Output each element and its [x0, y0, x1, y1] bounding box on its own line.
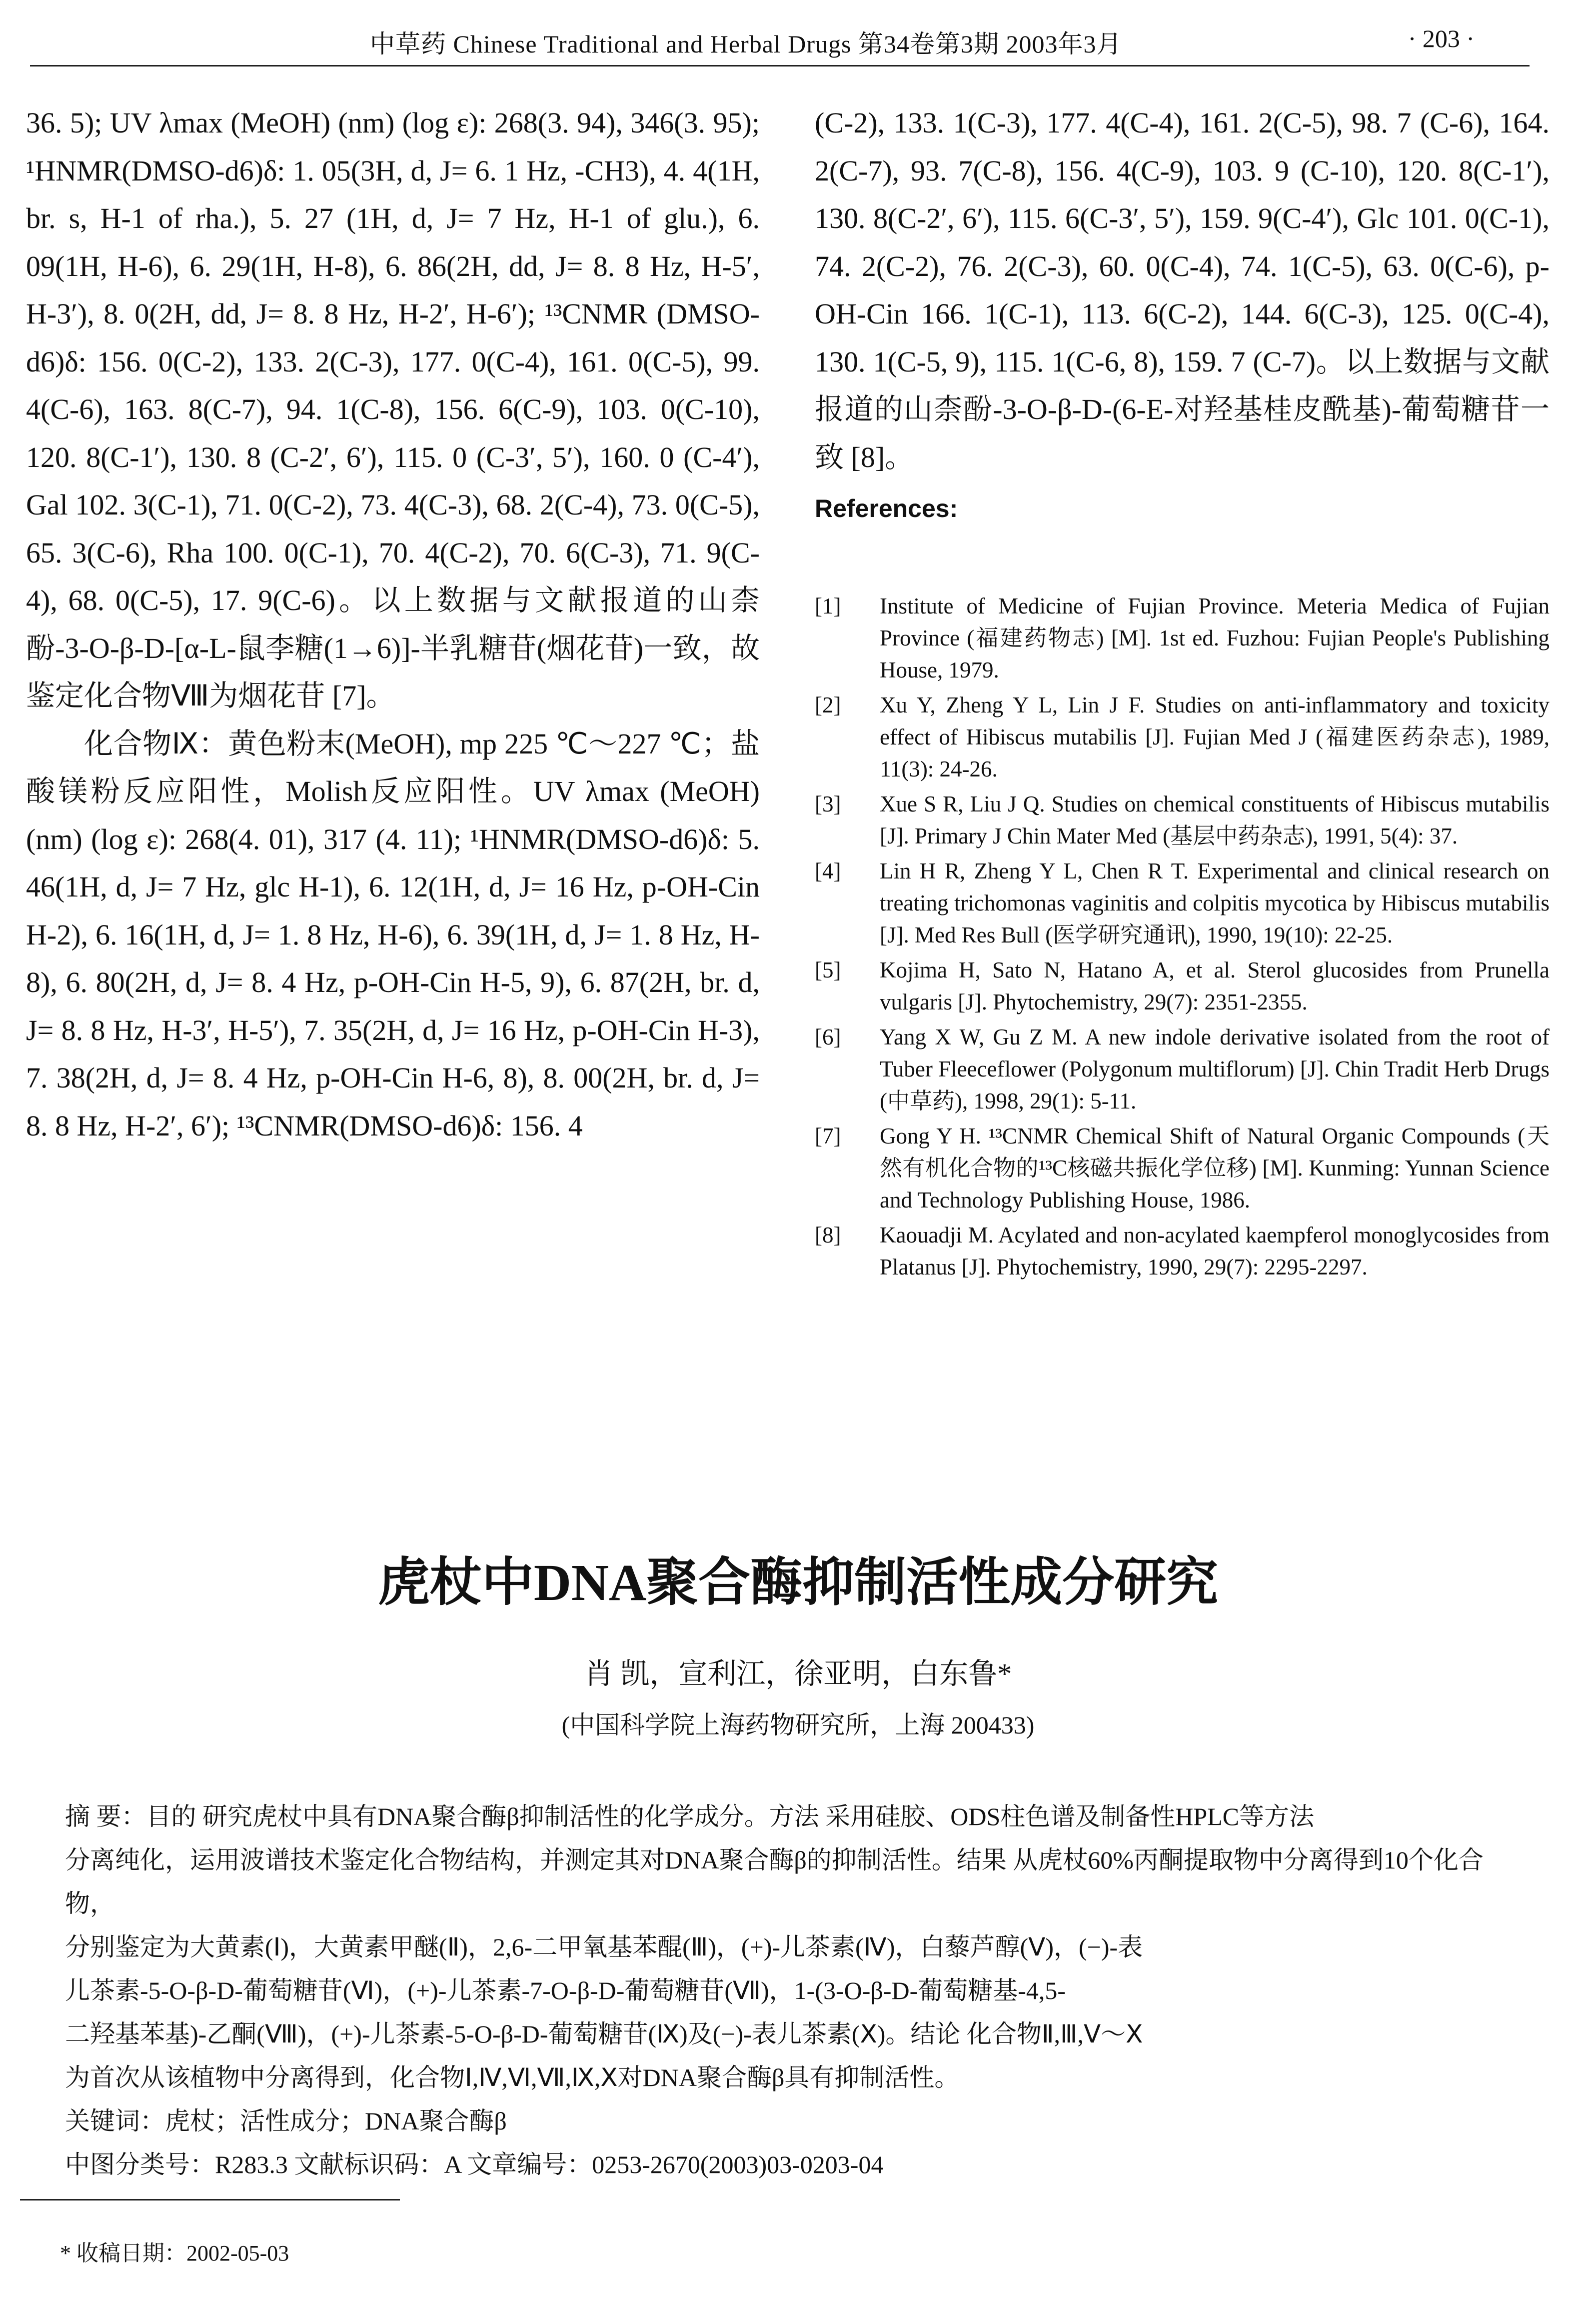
classification-line: 中图分类号：R283.3 文献标识码：A 文章编号：0253-2670(2003)03-0203-04: [65, 2150, 884, 2178]
footnote: * 收稿日期：2002-05-03: [60, 2241, 289, 2266]
right-column: [815, 99, 1550, 533]
reference-number: [4]: [815, 858, 841, 884]
running-header: [30, 20, 1530, 66]
abstract-line: 分离纯化，运用波谱技术鉴定化合物结构，并测定其对DNA聚合酶β的抑制活性。结果 从虎杖60%丙酮提取物中分离得到10个化合物，: [65, 1846, 1484, 1918]
reference-item: [815, 1021, 1550, 1117]
reference-item: [815, 689, 1550, 785]
page-number: · 203 ·: [1408, 24, 1475, 52]
reference-item: [815, 855, 1550, 951]
reference-item: [815, 590, 1550, 686]
reference-item: [815, 1219, 1550, 1283]
reference-number: [6]: [815, 1024, 841, 1050]
left-column: [26, 99, 760, 1150]
reference-text: Lin H R, Zheng Y L, Chen R T. Experimental and clinical research on treating trichomonas vaginitis and colpitis mycotica by Hibiscus mutabilis [J]. Med Res Bull (医学研究通讯), 1990, 19(10): 22-25.: [880, 858, 1550, 948]
body-paragraph: 36. 5); UV λmax (MeOH) (nm) (log ε): 268(3. 94), 346(3. 95); ¹HNMR(DMSO-d6)δ: 1. 05(3H, d, J= 6. 1 Hz, -CH3), 4. 4(1H, br. s, H-1 of rha.), 5. 27 (1H, d, J= 7 Hz, H-1 of glu.), 6. 09(1H, H-6), 6. 29(1H, H-8), 6. 86(2H, dd, J= 8. 8 Hz, H-5′, H-3′), 8. 0(2H, dd, J= 8. 8 Hz, H-2′, H-6′); ¹³CNMR (DMSO-d6)δ: 156. 0(C-2), 133. 2(C-3), 177. 0(C-4), 161. 0(C-5), 99. 4(C-6), 163. 8(C-7), 94. 1(C-8), 156. 6(C-9), 103. 0(C-10), 120. 8(C-1′), 130. 8 (C-2′, 6′), 115. 0 (C-3′, 5′), 160. 0 (C-4′), Gal 102. 3(C-1), 71. 0(C-2), 73. 4(C-3), 68. 2(C-4), 73. 0(C-5), 65. 3(C-6), Rha 100. 0(C-1), 70. 4(C-2), 70. 6(C-3), 71. 9(C-4), 68. 0(C-5), 17. 9(C-6)。以上数据与文献报道的山柰酚-3-O-β-D-[α-L-鼠李糖(1→6)]-半乳糖苷(烟花苷)一致，故鉴定化合物Ⅷ为烟花苷 [7]。: [26, 106, 760, 712]
reference-item: [815, 1120, 1550, 1216]
reference-text: Institute of Medicine of Fujian Province. Meteria Medica of Fujian Province (福建药物志) [M]. 1st ed. Fuzhou: Fujian People's Publishing House, 1979.: [880, 594, 1550, 682]
reference-number: [2]: [815, 692, 841, 718]
body-paragraph: 化合物Ⅸ：黄色粉末(MeOH), mp 225 ℃～227 ℃；盐酸镁粉反应阳性，Molish反应阳性。UV λmax (MeOH) (nm) (log ε): 268(4. 01), 317 (4. 11); ¹HNMR(DMSO-d6)δ: 5. 46(1H, d, J= 7 Hz, glc H-1), 6. 12(1H, d, J= 16 Hz, p-OH-Cin H-2), 6. 16(1H, d, J= 1. 8 Hz, H-6), 6. 39(1H, d, J= 1. 8 Hz, H-8), 6. 80(2H, d, J= 8. 4 Hz, p-OH-Cin H-5, 9), 6. 87(2H, br. d, J= 8. 8 Hz, H-3′, H-5′), 7. 35(2H, d, J= 16 Hz, p-OH-Cin H-3), 7. 38(2H, d, J= 8. 4 Hz, p-OH-Cin H-6, 8), 8. 00(2H, br. d, J= 8. 8 Hz, H-2′, 6′); ¹³CNMR(DMSO-d6)δ: 156. 4: [26, 727, 760, 1142]
footnote-rule: [20, 2199, 400, 2200]
abstract-line: 儿茶素-5-O-β-D-葡萄糖苷(Ⅵ)，(+)-儿茶素-7-O-β-D-葡萄糖苷(Ⅶ)，1-(3-O-β-D-葡萄糖基-4,5-: [65, 1976, 1066, 2004]
article-authors: 肖 凯，宣利江，徐亚明，白东鲁*: [584, 1658, 1012, 1690]
reference-number: [8]: [815, 1222, 841, 1248]
reference-number: [1]: [815, 594, 841, 618]
reference-item: [815, 954, 1550, 1018]
reference-text: Kaouadji M. Acylated and non-acylated kaempferol monoglycosides from Platanus [J]. Phytochemistry, 1990, 29(7): 2295-2297.: [880, 1222, 1550, 1280]
reference-text: Yang X W, Gu Z M. A new indole derivative isolated from the root of Tuber Fleeceflower (Polygonum multiflorum) [J]. Chin Tradit Herb Drugs (中草药), 1998, 29(1): 5-11.: [880, 1024, 1550, 1114]
reference-list: [815, 590, 1550, 1286]
abstract-line: 二羟基苯基)-乙酮(Ⅷ)，(+)-儿茶素-5-O-β-D-葡萄糖苷(Ⅸ)及(−)-表儿茶素(Ⅹ)。结论 化合物Ⅱ,Ⅲ,Ⅴ～Ⅹ: [65, 2020, 1143, 2048]
abstract-line: 摘 要：目的 研究虎杖中具有DNA聚合酶β抑制活性的化学成分。方法 采用硅胶、ODS柱色谱及制备性HPLC等方法: [65, 1802, 1315, 1830]
reference-number: [5]: [815, 958, 841, 982]
journal-header: 中草药 Chinese Traditional and Herbal Drugs 第34卷第3期 2003年3月: [370, 30, 1122, 58]
reference-text: Xue S R, Liu J Q. Studies on chemical constituents of Hibiscus mutabilis [J]. Primary J Chin Mater Med (基层中药杂志), 1991, 5(4): 37.: [880, 792, 1550, 848]
reference-number: [3]: [815, 792, 841, 816]
reference-text: Gong Y H. ¹³CNMR Chemical Shift of Natural Organic Compounds (天然有机化合物的¹³C核磁共振化学位移) [M]. Kunming: Yunnan Science and Technology Publishing House, 1986.: [880, 1124, 1550, 1212]
reference-text: Kojima H, Sato N, Hatano A, et al. Sterol glucosides from Prunella vulgaris [J]. Phytochemistry, 29(7): 2351-2355.: [880, 958, 1550, 1014]
abstract-block: [65, 1795, 1530, 2186]
header-rule: [30, 65, 1530, 66]
reference-number: [7]: [815, 1124, 841, 1148]
reference-item: [815, 788, 1550, 852]
article-title: 虎杖中DNA聚合酶抑制活性成分研究: [377, 1554, 1219, 1612]
reference-text: Xu Y, Zheng Y L, Lin J F. Studies on anti-inflammatory and toxicity effect of Hibiscus mutabilis [J]. Fujian Med J (福建医药杂志), 1989, 11(3): 24-26.: [880, 692, 1550, 782]
keywords-line: 关键词：虎杖；活性成分；DNA聚合酶β: [65, 2107, 507, 2135]
body-paragraph: (C-2), 133. 1(C-3), 177. 4(C-4), 161. 2(C-5), 98. 7 (C-6), 164. 2(C-7), 93. 7(C-8), 156. 4(C-9), 103. 9 (C-10), 120. 8(C-1′), 130. 8(C-2′, 6′), 115. 6(C-3′, 5′), 159. 9(C-4′), Glc 101. 0(C-1), 74. 2(C-2), 76. 2(C-3), 60. 0(C-4), 74. 1(C-5), 63. 0(C-6), p-OH-Cin 166. 1(C-1), 113. 6(C-2), 144. 6(C-3), 125. 0(C-4), 130. 1(C-5, 9), 115. 1(C-6, 8), 159. 7 (C-7)。以上数据与文献报道的山柰酚-3-O-β-D-(6-E-对羟基桂皮酰基)-葡萄糖苷一致 [8]。: [815, 106, 1550, 474]
references-heading: References:: [815, 494, 958, 522]
abstract-line: 为首次从该植物中分离得到，化合物Ⅰ,Ⅳ,Ⅵ,Ⅶ,Ⅸ,Ⅹ对DNA聚合酶β具有抑制活性。: [65, 2064, 960, 2092]
article-affiliation: (中国科学院上海药物研究所，上海 200433): [561, 1711, 1035, 1739]
abstract-line: 分别鉴定为大黄素(Ⅰ)，大黄素甲醚(Ⅱ)，2,6-二甲氧基苯醌(Ⅲ)，(+)-儿茶素(Ⅳ)，白藜芦醇(Ⅴ)，(−)-表: [65, 1933, 1143, 1961]
